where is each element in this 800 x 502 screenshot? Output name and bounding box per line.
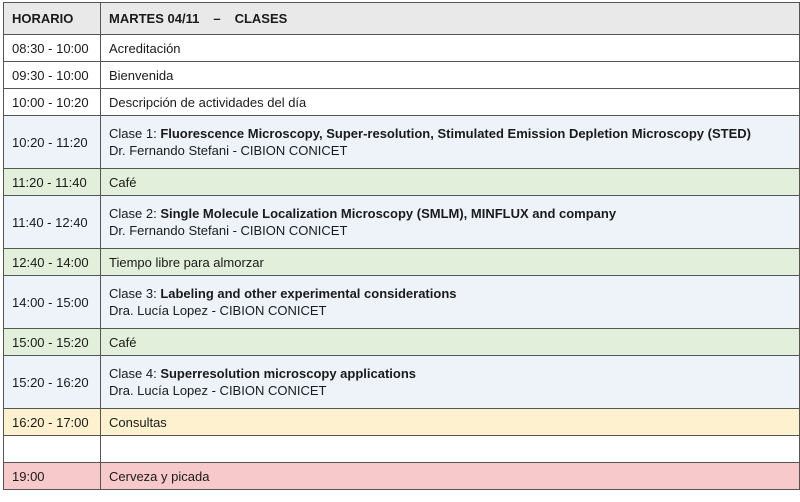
- activity-cell: Café: [101, 329, 800, 356]
- table-row-lecture: [4, 196, 800, 249]
- header-day: [101, 3, 800, 35]
- lecture-title: Fluorescence Microscopy, Super-resolution, Stimulated Emission Depletion Microscopy (STED): [160, 126, 751, 141]
- lecture-title-line: [109, 365, 799, 382]
- lecture-speaker: Dr. Fernando Stefani - CIBION CONICET: [109, 143, 348, 158]
- header-row: [4, 3, 800, 35]
- activity-cell: Café: [101, 169, 800, 196]
- header-dash: –: [213, 11, 221, 26]
- time-cell: 10:00 - 10:20: [4, 89, 101, 116]
- activity-cell: [101, 436, 800, 463]
- activity-cell: Descripción de actividades del día: [101, 89, 800, 116]
- time-cell: 11:20 - 11:40: [4, 169, 101, 196]
- lecture-title: Single Molecule Localization Microscopy (SMLM), MINFLUX and company: [160, 206, 617, 221]
- table-row: [4, 62, 800, 89]
- activity-cell: Bienvenida: [101, 62, 800, 89]
- lecture-title: Labeling and other experimental considerations: [160, 286, 457, 301]
- table-row: [4, 89, 800, 116]
- table-row-lecture: [4, 356, 800, 409]
- header-day-label: MARTES 04/11: [109, 11, 200, 26]
- time-cell: 11:40 - 12:40: [4, 196, 101, 249]
- lecture-prefix: Clase 2:: [109, 206, 161, 221]
- lecture-cell: [101, 116, 800, 169]
- activity-cell: Consultas: [101, 409, 800, 436]
- table-row-break: [4, 329, 800, 356]
- lecture-title-line: [109, 205, 799, 222]
- lecture-speaker: Dra. Lucía Lopez - CIBION CONICET: [109, 383, 327, 398]
- time-cell: 15:00 - 15:20: [4, 329, 101, 356]
- time-cell: 16:20 - 17:00: [4, 409, 101, 436]
- time-cell: 19:00: [4, 463, 101, 490]
- lecture-speaker: Dra. Lucía Lopez - CIBION CONICET: [109, 303, 327, 318]
- time-cell: 09:30 - 10:00: [4, 62, 101, 89]
- table-row-consultas: [4, 409, 800, 436]
- lecture-title: Superresolution microscopy applications: [160, 366, 417, 381]
- lecture-cell: [101, 276, 800, 329]
- lecture-title-line: [109, 285, 799, 302]
- time-cell: 14:00 - 15:00: [4, 276, 101, 329]
- activity-cell: Cerveza y picada: [101, 463, 800, 490]
- lecture-prefix: Clase 1:: [109, 126, 161, 141]
- table-row-break: [4, 169, 800, 196]
- table-row-lecture: [4, 276, 800, 329]
- time-cell: 15:20 - 16:20: [4, 356, 101, 409]
- time-cell: 10:20 - 11:20: [4, 116, 101, 169]
- table-row-evening: [4, 463, 800, 490]
- lecture-prefix: Clase 4:: [109, 366, 161, 381]
- table-row: [4, 35, 800, 62]
- lecture-title-line: [109, 125, 799, 142]
- schedule-table: [3, 2, 800, 490]
- table-row-lecture: [4, 116, 800, 169]
- header-horario: HORARIO: [4, 3, 101, 35]
- time-cell: [4, 436, 101, 463]
- lecture-cell: [101, 196, 800, 249]
- activity-cell: Acreditación: [101, 35, 800, 62]
- time-cell: 08:30 - 10:00: [4, 35, 101, 62]
- lecture-speaker: Dr. Fernando Stefani - CIBION CONICET: [109, 223, 348, 238]
- header-section: CLASES: [234, 11, 288, 26]
- lecture-prefix: Clase 3:: [109, 286, 161, 301]
- table-row-break: [4, 249, 800, 276]
- time-cell: 12:40 - 14:00: [4, 249, 101, 276]
- lecture-cell: [101, 356, 800, 409]
- activity-cell: Tiempo libre para almorzar: [101, 249, 800, 276]
- table-row-empty: [4, 436, 800, 463]
